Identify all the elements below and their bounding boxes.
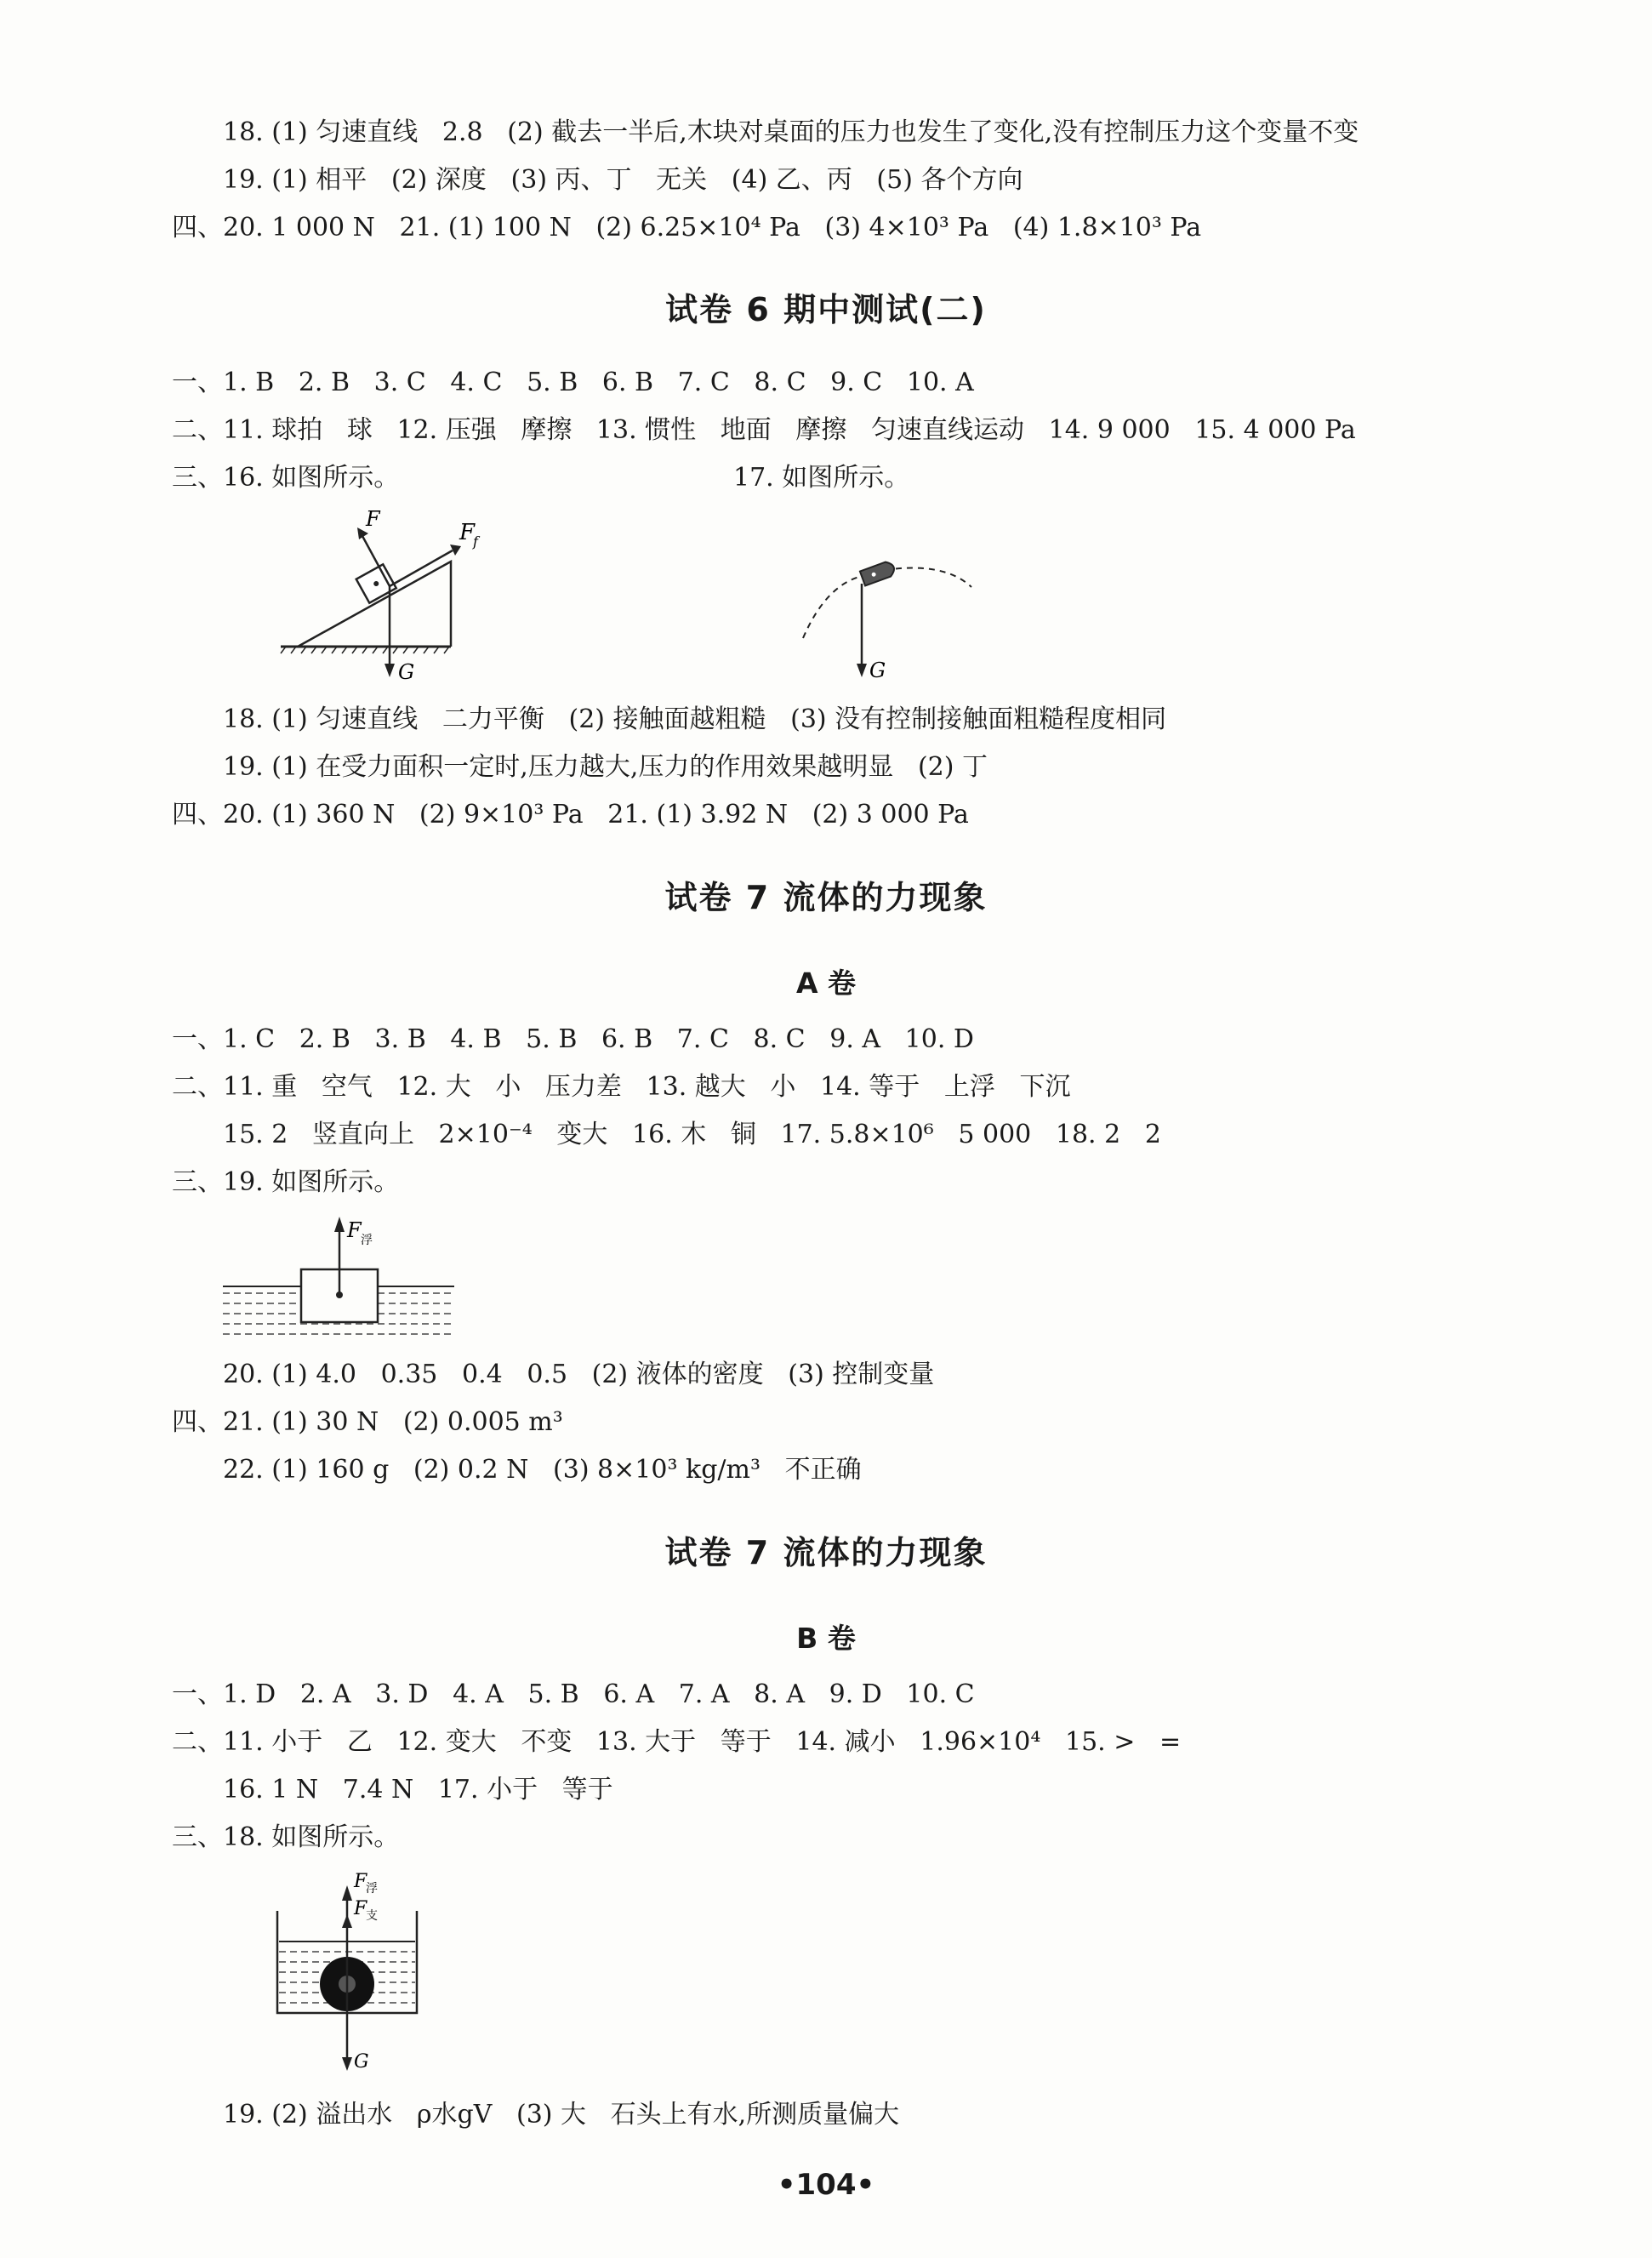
answer-line: 三、16. 如图所示。 <box>172 463 400 493</box>
answer-line: 一、1. D 2. A 3. D 4. A 5. B 6. A 7. A 8. A 9. D 10. C <box>172 1679 975 1709</box>
answer-line: 三、19. 如图所示。 <box>172 1167 400 1197</box>
answer-line: 四、20. (1) 360 N (2) 9×10³ Pa 21. (1) 3.92 N (2) 3 000 Pa <box>172 800 969 830</box>
force-label-fb-sub: 浮 <box>366 1882 378 1896</box>
page-number: •104• <box>777 2168 875 2202</box>
answer-line: 四、20. 1 000 N 21. (1) 100 N (2) 6.25×10⁴ Pa (3) 4×10³ Pa (4) 1.8×10³ Pa <box>172 213 1202 242</box>
answer-line: 二、11. 球拍 球 12. 压强 摩擦 13. 惯性 地面 摩擦 匀速直线运动 14. 9 000 15. 4 000 Pa <box>172 415 1356 445</box>
ball-in-container-figure <box>272 1868 442 2090</box>
force-label-fs: F <box>354 1898 367 1919</box>
incline-figure <box>281 502 485 698</box>
force-label-f-sub: 浮 <box>361 1234 373 1247</box>
answer-line: 19. (1) 在受力面积一定时,压力越大,压力的作用效果越明显 (2) 丁 <box>223 752 988 782</box>
answer-line: 17. 如图所示。 <box>733 463 910 493</box>
section-title: 试卷 7 流体的力现象 <box>664 1534 988 1571</box>
section-subtitle: B 卷 <box>796 1622 856 1655</box>
answer-line: 二、11. 重 空气 12. 大 小 压力差 13. 越大 小 14. 等于 上浮 下沉 <box>172 1072 1071 1102</box>
force-label-ff: F <box>459 520 476 545</box>
section-subtitle: A 卷 <box>795 966 857 1000</box>
force-label-f: F <box>347 1218 362 1242</box>
answer-line: 22. (1) 160 g (2) 0.2 N (3) 8×10³ kg/m³ 不正确 <box>223 1455 862 1485</box>
projectile-figure <box>791 553 1012 698</box>
force-label-fs-sub: 支 <box>366 1909 378 1923</box>
answer-line: 一、1. C 2. B 3. B 4. B 5. B 6. B 7. C 8. C 9. A 10. D <box>172 1024 974 1054</box>
answer-line: 四、21. (1) 30 N (2) 0.005 m³ <box>172 1407 563 1437</box>
answer-line: 20. (1) 4.0 0.35 0.4 0.5 (2) 液体的密度 (3) 控制变量 <box>223 1360 935 1389</box>
answer-line: 18. (1) 匀速直线 2.8 (2) 截去一半后,木块对桌面的压力也发生了变化,没有控制压力这个变量不变 <box>223 117 1359 147</box>
answer-line: 三、18. 如图所示。 <box>172 1822 400 1852</box>
answer-line: 19. (1) 相平 (2) 深度 (3) 丙、丁 无关 (4) 乙、丙 (5) 各个方向 <box>223 165 1023 195</box>
answer-line: 一、1. B 2. B 3. C 4. C 5. B 6. B 7. C 8. C 9. C 10. A <box>172 368 974 397</box>
answer-line: 18. (1) 匀速直线 二力平衡 (2) 接触面越粗糙 (3) 没有控制接触面粗糙程度相同 <box>223 704 1167 734</box>
force-label-f: F <box>366 507 380 531</box>
force-label-g: G <box>354 2051 369 2073</box>
answer-line: 19. (2) 溢出水 ρ水gV (3) 大 石头上有水,所测质量偏大 <box>223 2100 900 2130</box>
answer-line: 二、11. 小于 乙 12. 变大 不变 13. 大于 等于 14. 减小 1.96×10⁴ 15. > = <box>172 1727 1182 1757</box>
force-label-g: G <box>398 660 415 684</box>
floating-block-figure <box>223 1208 478 1344</box>
answer-line: 15. 2 竖直向上 2×10⁻⁴ 变大 16. 木 铜 17. 5.8×10⁶ 5 000 18. 2 2 <box>223 1120 1161 1149</box>
answer-line: 16. 1 N 7.4 N 17. 小于 等于 <box>223 1775 613 1805</box>
section-title: 试卷 7 流体的力现象 <box>664 879 988 916</box>
section-title: 试卷 6 期中测试(二) <box>665 291 987 328</box>
force-label-ff-sub: f <box>473 533 478 550</box>
force-label-fb: F <box>354 1871 367 1892</box>
force-label-g: G <box>869 659 886 682</box>
